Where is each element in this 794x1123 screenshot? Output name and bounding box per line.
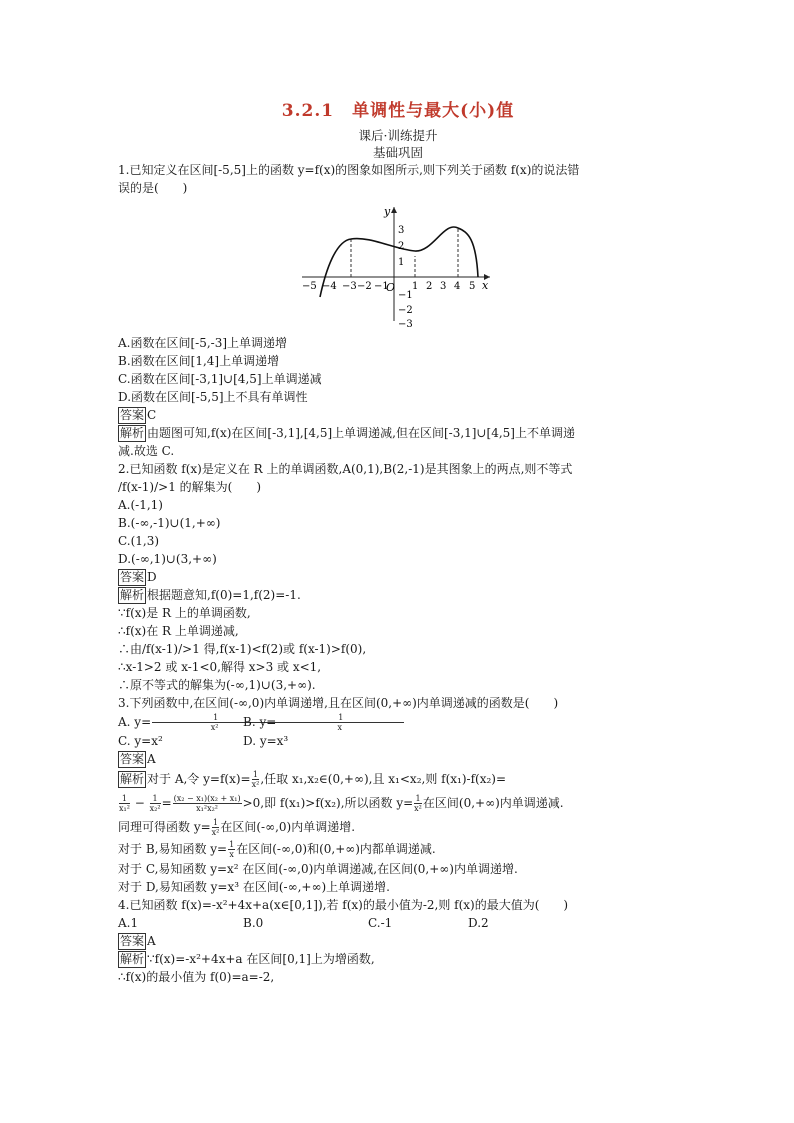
q3-answer	[118, 750, 678, 768]
solution-tag: 解析	[120, 772, 145, 786]
q4-options	[118, 914, 678, 932]
q3-option-c: C. y=x²	[118, 734, 163, 748]
q2-solution-line4: ∴由/f(x-1)/>1 得,f(x-1)<f(2)或 f(x-1)>f(0),	[118, 642, 367, 656]
q2-solution-line3: ∴f(x)在 R 上单调递减,	[118, 624, 239, 638]
q3-solution-line1: 解析 对于 A,令 y=f(x)= $\frac{1}{\text{x²}}$ ,任取 x₁,x₂∈(0,+∞),且 x₁<x₂,则 f(x₁)-f(x₂)=	[120, 770, 507, 789]
x-label-2: 2	[426, 281, 433, 292]
q3-solution-line5: 对于 C,易知函数 y=x² 在区间(-∞,0)内单调递减,在区间(0,+∞)内单调递增.	[118, 862, 518, 876]
x-label-minus1: −1	[374, 281, 389, 292]
answer-tag: 答案	[120, 752, 145, 766]
q1-option-d: D.函数在区间[-5,5]上不具有单调性	[118, 390, 308, 404]
q2-solution-line2: ∵f(x)是 R 上的单调函数,	[118, 606, 251, 620]
q2-stem-line1: 2.已知函数 f(x)是定义在 R 上的单调函数,A(0,1),B(2,-1)是其图象上的两点,则不等式	[118, 462, 573, 476]
y-axis-name: y	[384, 205, 391, 218]
q3-options-row2	[118, 732, 678, 750]
q3-option-b: B. y= $\frac{1}{x}$	[243, 712, 368, 732]
page-subtitle: 课后·训练提升	[358, 128, 438, 143]
q2-solution-line5: ∴x-1>2 或 x-1<0,解得 x>3 或 x<1,	[118, 660, 322, 674]
q1-stem-line2: 误的是( )	[118, 181, 188, 195]
q3-solution-line2: $\frac{1}{\text{x₁²}}$ − $\frac{1}{\text{x₂²}}$ = $\frac{\text{(x₂ − x₁)(x₂ + x₁)}}{\text{x₁²x₂²}}$ >0,即 f(x₁)>f(x₂),所以函数 y= $\frac{1}{\text{x²}}$ 在区间(0,+∞)内单调递减.	[119, 794, 564, 813]
y-label-minus2: −2	[398, 305, 413, 316]
q1-answer-value: C	[147, 408, 157, 422]
fraction-1-over-x: $\frac{1}{x}$	[277, 713, 402, 732]
fraction-1-over-x2: $\frac{1}{\text{x²}}$	[211, 818, 220, 837]
q3-option-a: A. y= $\frac{1}{\text{x²}}$	[118, 712, 243, 732]
q1-answer	[118, 406, 678, 424]
q2-option-d: D.(-∞,1)∪(3,+∞)	[118, 552, 217, 566]
fraction-difference: $\frac{\text{(x₂ − x₁)(x₂ + x₁)}}{\text{x₁²x₂²}}$	[173, 794, 241, 813]
x-label-3: 3	[440, 281, 447, 292]
solution-tag: 解析	[120, 588, 145, 602]
y-label-2: 2	[398, 241, 405, 252]
q3-option-d: D. y=x³	[243, 734, 289, 748]
q1-solution-line2: 减.故选 C.	[118, 444, 175, 458]
q1-graph-svg	[298, 199, 498, 327]
q2-option-c: C.(1,3)	[118, 534, 160, 548]
q2-solution-line1	[118, 586, 678, 604]
y-axis-arrow-icon	[391, 207, 397, 213]
q2-option-a: A.(-1,1)	[118, 498, 163, 512]
x-label-1: 1	[412, 281, 419, 292]
q2-option-b: B.(-∞,-1)∪(1,+∞)	[118, 516, 221, 530]
q1-option-b: B.函数在区间[1,4]上单调递增	[118, 354, 280, 368]
solution-tag: 解析	[120, 426, 145, 440]
q2-answer	[118, 568, 678, 586]
answer-tag: 答案	[120, 570, 145, 584]
q4-option-b: B.0	[243, 916, 264, 930]
fraction-1-over-x2: $\frac{1}{\text{x²}}$	[414, 794, 422, 813]
x-label-5: 5	[469, 281, 476, 292]
fraction-1-over-x2: $\frac{1}{\text{x²}}$	[152, 713, 277, 732]
q1-option-c: C.函数在区间[-3,1]∪[4,5]上单调递减	[118, 372, 322, 386]
q1-stem-line1: 1.已知定义在区间[-5,5]上的函数 y=f(x)的图象如图所示,则下列关于函数 f(x)的说法错	[118, 163, 580, 177]
q4-option-c: C.-1	[368, 916, 393, 930]
q3-solution-line4: 对于 B,易知函数 y= $\frac{1}{x}$ 在区间(-∞,0)和(0,+∞)内都单调递减.	[118, 840, 436, 859]
solution-tag: 解析	[120, 952, 145, 966]
x-axis-name: x	[482, 279, 489, 292]
origin-label: O	[386, 281, 396, 294]
q3-solution-line6: 对于 D,易知函数 y=x³ 在区间(-∞,+∞)上单调递增.	[118, 880, 390, 894]
q4-option-d: D.2	[468, 916, 489, 930]
y-label-minus1: −1	[398, 290, 413, 301]
fraction-1-over-x2: $\frac{1}{\text{x²}}$	[251, 770, 260, 789]
q1-option-a: A.函数在区间[-5,-3]上单调递增	[118, 336, 288, 350]
fraction-1-over-x2sq: $\frac{1}{\text{x₂²}}$	[149, 794, 161, 813]
q3-options-row1	[118, 712, 678, 732]
fraction-1-over-x: $\frac{1}{x}$	[229, 840, 235, 859]
answer-tag: 答案	[120, 934, 145, 948]
q2-answer-value: D	[147, 570, 157, 584]
answer-tag: 答案	[120, 408, 145, 422]
y-label-minus3: −3	[398, 319, 413, 327]
q3-stem: 3.下列函数中,在区间(-∞,0)内单调递增,且在区间(0,+∞)内单调递减的函数是( )	[118, 696, 559, 710]
q2-stem-line2: /f(x-1)/>1 的解集为( )	[118, 480, 262, 494]
q4-solution-line2: ∴f(x)的最小值为 f(0)=a=-2,	[118, 970, 275, 984]
x-label-minus4: −4	[322, 281, 337, 292]
q3-answer-value: A	[147, 752, 156, 766]
q2-solution-line6: ∴原不等式的解集为(-∞,1)∪(3,+∞).	[118, 678, 316, 692]
q4-solution-line1	[118, 950, 678, 968]
q1-function-graph	[298, 199, 678, 330]
x-label-4: 4	[454, 281, 461, 292]
document-page	[118, 96, 678, 986]
x-label-minus3: −3	[342, 281, 357, 292]
q2-solution-text1: 根据题意知,f(0)=1,f(2)=-1.	[147, 588, 301, 602]
q4-stem: 4.已知函数 f(x)=-x²+4x+a(x∈[0,1]),若 f(x)的最小值为-2,则 f(x)的最大值为( )	[118, 898, 569, 912]
q1-solution-line1	[118, 424, 678, 442]
q4-option-a: A.1	[118, 916, 139, 930]
section-heading: 基础巩固	[372, 145, 423, 160]
x-label-minus5: −5	[302, 281, 317, 292]
q4-solution-text1: ∵f(x)=-x²+4x+a 在区间[0,1]上为增函数,	[147, 952, 375, 966]
q4-answer	[118, 932, 678, 950]
page-title: 3.2.1 单调性与最大(小)值	[281, 101, 515, 121]
q4-answer-value: A	[147, 934, 156, 948]
y-label-3: 3	[398, 225, 405, 236]
q1-solution-text1: 由题图可知,f(x)在区间[-3,1],[4,5]上单调递减,但在区间[-3,1]∪[4,5]上不单调递	[147, 426, 575, 440]
x-label-minus2: −2	[357, 281, 372, 292]
fraction-1-over-x1sq: $\frac{1}{\text{x₁²}}$	[119, 794, 130, 813]
y-label-1: 1	[398, 257, 405, 268]
q3-solution-line3: 同理可得函数 y= $\frac{1}{\text{x²}}$ 在区间(-∞,0)内单调递增.	[118, 818, 356, 837]
